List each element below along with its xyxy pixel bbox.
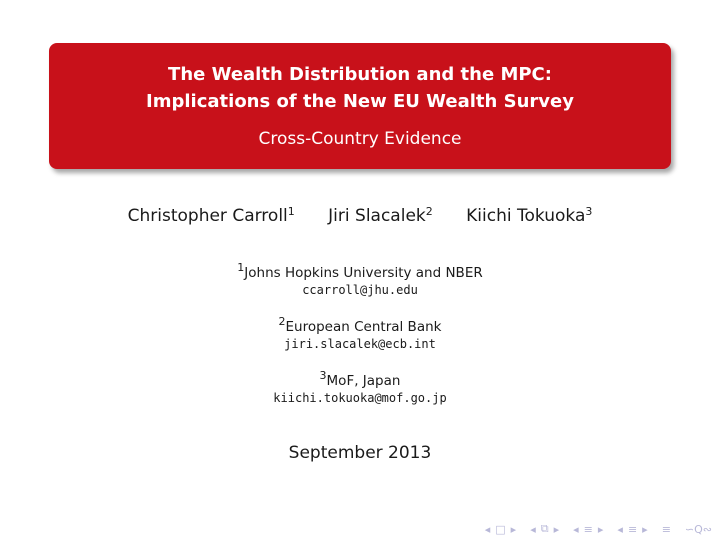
- nav-prev-subsection-icon[interactable]: ◂: [530, 522, 536, 536]
- title-line-1: The Wealth Distribution and the MPC:: [168, 64, 552, 85]
- nav-frame-icon[interactable]: □: [495, 522, 506, 536]
- affiliation-ecb: [0, 315, 720, 353]
- affil-mark: 1: [237, 261, 245, 274]
- author-list: [0, 206, 720, 226]
- author-name: Kiichi Tokuoka: [466, 206, 586, 226]
- nav-section-icon[interactable]: ≡: [583, 522, 593, 536]
- affil-email: kiichi.tokuoka@mof.go.jp: [273, 391, 447, 405]
- author-slacalek: [328, 206, 433, 226]
- affiliation-list: [0, 261, 720, 426]
- author-affil-mark: 2: [425, 205, 433, 218]
- affil-name: European Central Bank: [285, 319, 442, 335]
- affil-email: ccarroll@jhu.edu: [302, 283, 418, 297]
- author-name: Christopher Carroll: [127, 206, 288, 226]
- nav-next-chapter-icon[interactable]: ▸: [642, 522, 648, 536]
- nav-search-icon[interactable]: ∽Q∾: [684, 522, 712, 536]
- affil-mark: 3: [319, 369, 327, 382]
- nav-chapter-icon[interactable]: ≡: [627, 522, 638, 536]
- nav-next-subsection-icon[interactable]: ▸: [553, 522, 560, 536]
- affil-name: MoF, Japan: [326, 373, 401, 389]
- beamer-navigation-bar: [485, 522, 712, 536]
- author-affil-mark: 3: [585, 205, 593, 218]
- author-affil-mark: 1: [287, 205, 295, 218]
- author-carroll: [128, 206, 295, 226]
- nav-align-icon[interactable]: ≡: [661, 522, 671, 536]
- author-name: Jiri Slacalek: [328, 206, 426, 226]
- nav-prev-frame-icon[interactable]: ◂: [484, 522, 491, 536]
- author-tokuoka: [466, 206, 592, 226]
- affil-name: Johns Hopkins University and NBER: [244, 265, 483, 281]
- affil-email: jiri.slacalek@ecb.int: [284, 337, 436, 351]
- title-line-2: Implications of the New EU Wealth Survey: [146, 91, 574, 112]
- nav-subsection-icon[interactable]: ⧉: [540, 522, 549, 535]
- title-block: [49, 43, 671, 169]
- affiliation-mof: [0, 369, 720, 407]
- presentation-date: September 2013: [288, 443, 432, 463]
- presentation-subtitle: Cross-Country Evidence: [258, 129, 462, 149]
- nav-prev-chapter-icon[interactable]: ◂: [617, 522, 623, 536]
- presentation-title: [49, 61, 671, 115]
- affiliation-jhu: [0, 261, 720, 299]
- affil-mark: 2: [278, 315, 286, 328]
- nav-next-section-icon[interactable]: ▸: [597, 522, 604, 536]
- nav-next-frame-icon[interactable]: ▸: [510, 522, 517, 536]
- nav-prev-section-icon[interactable]: ◂: [573, 522, 579, 536]
